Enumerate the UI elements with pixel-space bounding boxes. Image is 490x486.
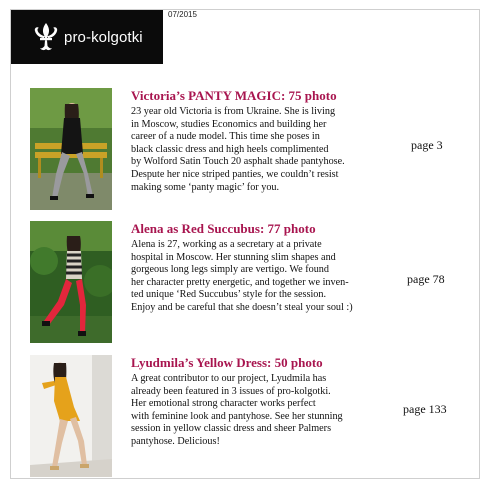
brand-name: pro-kolgotki xyxy=(64,28,143,46)
article-thumbnail[interactable] xyxy=(30,221,112,343)
brand-logo[interactable] xyxy=(11,10,163,64)
thumbnail-photo-image xyxy=(30,355,112,477)
thumbnail-photo-image xyxy=(30,88,112,210)
fleur-de-lis-icon xyxy=(33,22,59,52)
page-number[interactable]: page 133 xyxy=(403,402,447,416)
article-title[interactable]: Victoria’s PANTY MAGIC: 75 photo xyxy=(131,88,337,103)
article-alena[interactable] xyxy=(30,221,470,343)
article-lyudmila[interactable] xyxy=(30,355,470,477)
issue-date: 07/2015 xyxy=(168,10,197,19)
page-number[interactable]: page 3 xyxy=(411,138,443,152)
article-title[interactable]: Lyudmila’s Yellow Dress: 50 photo xyxy=(131,355,323,370)
page-number[interactable]: page 78 xyxy=(407,272,445,286)
article-victoria[interactable] xyxy=(30,88,470,210)
article-description: A great contributor to our project, Lyudmila has already been featured in 3 issues of pro-kolgotki. Her emotional strong character works perfect with feminine look and pantyhose. See her stunning session in yellow classic dress and sheer Palmers pantyhose. Delicious! xyxy=(131,373,343,447)
article-thumbnail[interactable] xyxy=(30,88,112,210)
article-description: Alena is 27, working as a secretary at a private hospital in Moscow. Her stunning slim shapes and gorgeous long legs simply are vertigo. We found her character pretty energetic, and together we inven- ted unique ‘Red Succubus’ style for the session. Enjoy and be careful that she doesn’t steal your soul :) xyxy=(131,239,353,313)
thumbnail-photo-image xyxy=(30,221,112,343)
article-description: 23 year old Victoria is from Ukraine. She is living in Moscow, studies Economics and building her career of a nude model. This time she poses in black classic dress and high heels complimented by Wolford Satin Touch 20 asphalt shade pantyhose. Despute her nice striped panties, we couldn’t resist making some ‘panty magic’ for you. xyxy=(131,106,345,193)
article-title[interactable]: Alena as Red Succubus: 77 photo xyxy=(131,221,316,236)
article-thumbnail[interactable] xyxy=(30,355,112,477)
